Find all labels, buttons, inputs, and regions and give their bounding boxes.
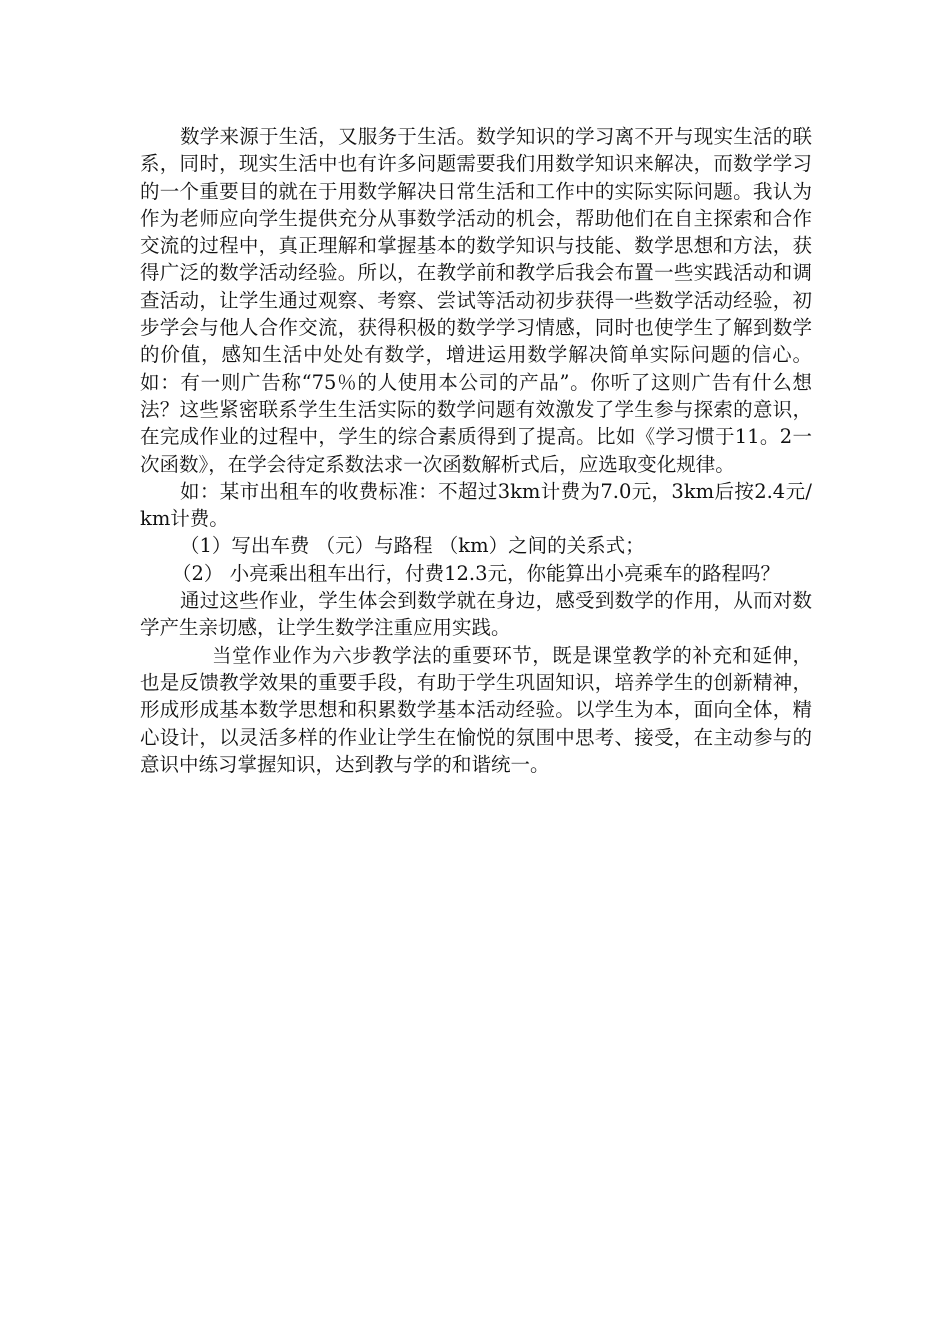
example-paragraph: 如：某市出租车的收费标准：不超过3km计费为7.0元，3km后按2.4元/km计费。 (140, 479, 812, 531)
question-1: （1）写出车费 （元）与路程 （km）之间的关系式； (180, 534, 645, 558)
document-body (140, 123, 812, 778)
question-2: （2） 小亮乘出租车出行，付费12.3元，你能算出小亮乘车的路程吗？ (172, 561, 781, 585)
intro-paragraph: 数学来源于生活，又服务于生活。数学知识的学习离不开与现实生活的联系，同时，现实生活中也有许多问题需要我们用数学知识来解决，而数学学习的一个重要目的就在于用数学解决日常生活和工作中的实际实际问题。我认为作为老师应向学生提供充分从事数学活动的机会，帮助他们在自主探索和合作交流的过程中，真正理解和掌握基本的数学知识与技能、数学思想和方法，获得广泛的数学活动经验。所以，在教学前和教学后我会布置一些实践活动和调查活动，让学生通过观察、考察、尝试等活动初步获得一些数学活动经验，初步学会与他人合作交流，获得积极的数学学习情感，同时也使学生了解到数学的价值，感知生活中处处有数学，增进运用数学解决简单实际问题的信心。如：有一则广告称“75％的人使用本公司的产品”。你听了这则广告有什么想法？这些紧密联系学生生活实际的数学问题有效激发了学生参与探索的意识，在完成作业的过程中，学生的综合素质得到了提高。比如《学习惯于11。2一次函数》，在学会待定系数法求一次函数解析式后，应选取变化规律。 (140, 125, 812, 476)
conclusion-paragraph: 当堂作业作为六步教学法的重要环节，既是课堂教学的补充和延伸，也是反馈教学效果的重要手段，有助于学生巩固知识，培养学生的创新精神，形成形成基本数学思想和积累数学基本活动经验。以学生为本，面向全体，精心设计，以灵活多样的作业让学生在愉悦的氛围中思考、接受，在主动参与的意识中练习掌握知识，达到教与学的和谐统一。 (140, 643, 812, 776)
summary-paragraph: 通过这些作业，学生体会到数学就在身边，感受到数学的作用，从而对数学产生亲切感，让学生数学注重应用实践。 (140, 589, 812, 640)
